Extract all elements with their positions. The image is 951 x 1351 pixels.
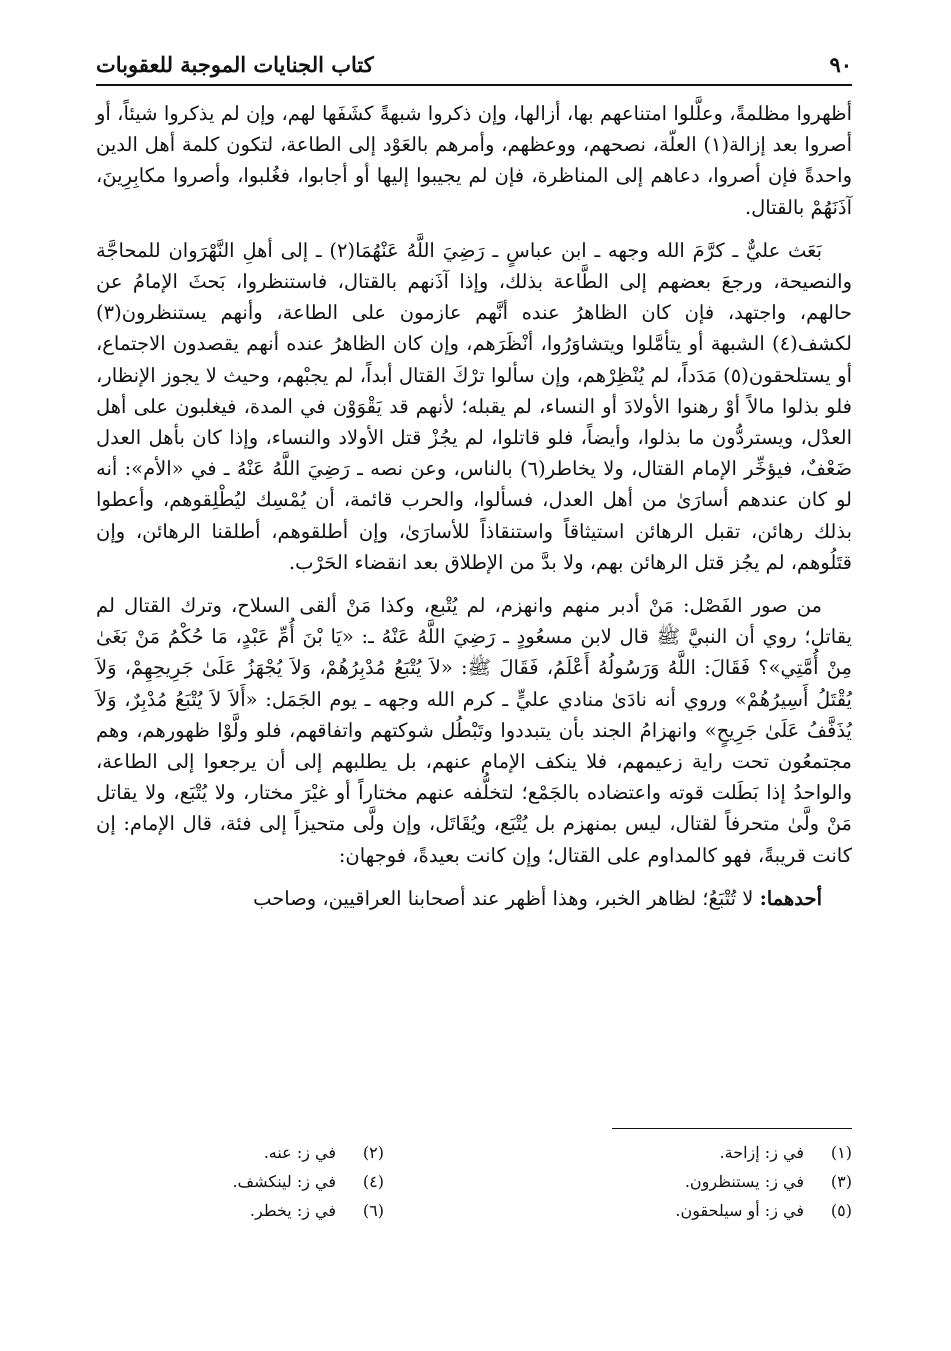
paragraph-text: لا تُتْبَعُ؛ لظاهر الخبر، وهذا أظهر عند أصحابنا العراقيين، وصاحب: [253, 886, 760, 910]
footnote-number: (٦): [362, 1201, 384, 1220]
footnote: [474, 1143, 852, 1162]
footnote: [96, 1172, 474, 1191]
page-number: ٩٠: [829, 52, 852, 77]
paragraph-text: أظهروا مظلمةً، وعلَّلوا امتناعهم بها، أزالها، وإن ذكروا شبهةً كشَفَها لهم، وإن لم يذكروا شيئاً، أو أصروا بعد إزالة(١) العلّة، نصحهم، ووعظهم، وأمرهم بالعَوْد إلى الطاعة، لتكون كلمة أهل الدين واحدةً فإن أصروا، دعاهم إلى المناظرة، فإن لم يجيبوا إليها أو أجابوا، فغُلبوا، وأصروا مكابِرِينَ، آذَنَهُمْ بالقتال.: [96, 102, 853, 219]
footnote: [96, 1143, 474, 1162]
footnote-text: في ز: يستنظرون.: [684, 1172, 804, 1191]
paragraph-text: من صور الفَصْل: مَنْ أدبر منهم وانهزم، لم يُتْبع، وكذا مَنْ ألقى السلاح، وترك القتال لم يقاتل؛ روي أن النبيَّ ﷺ قال لابن مسعُودٍ ـ رَضِيَ اللَّهُ عَنْهُ ـ: «يَا بْنَ أُمِّ عَبْدٍ، مَا حُكْمُ مَنْ بَغَىٰ مِنْ أُمَّتِي»؟ فَقَالَ: اللَّهُ وَرَسُولُهُ أَعْلَمُ، فَقَالَ ﷺ: «لاَ يُتْبَعُ مُدْبِرُهُمْ، وَلاَ يُجْهَزُ عَلَىٰ جَرِيحِهِمْ، وَلاَ يُقْتَلُ أَسِيرُهُمْ» وروي أنه نادَىٰ منادي عليٍّ ـ كرم الله وجهه ـ يوم الجَمَل: «أَلاَ لاَ يُتْبَعُ مُدْبِرٌ، وَلاَ يُذَفَّفُ عَلَىٰ جَرِيحٍ» وانهزامُ الجند بأن يتبددوا وتَبْطُل شوكتهم واتفاقهم، فلو ولَّوْا ظهورهم، وهم مجتمعُون تحت راية زعيمهم، فلا ينكف الإمام عنهم، بل يطلبهم إلى أن يرجعوا إلى الطاعة، والواحدُ إذا بَطَلت قوته واعتضاده بالجَمْع؛ لتخلُّفه عنهم مختاراً أو غيْرَ مختار، ولا يُتْبَع، ولا يقاتل مَنْ ولَّىٰ متحرفاً لقتال، ليس بمنهزم بل يُتْبَع، ويُقَاتَل، وإن ولَّى متحيزاً إلى فئة، قال الإمام: إن كانت قريبةً، فهو كالمداوم على القتال؛ وإن كانت بعيدةً، فوجهان:: [96, 594, 852, 867]
paragraph-text: بَعَث عليٌّ ـ كرَّمَ الله وجهه ـ ابن عباسٍ ـ رَضِيَ اللَّهُ عَنْهُمَا(٢) ـ إلى أهلِ النَّهْرَوان للمحاجَّة والنصيحة، ورجعَ بعضهم إلى الطَّاعة بذلك، وإذا آذَنهم بالقتال، فاستنظروا، بَحثَ الإمامُ عن حالهم، واجتهد، فإن كان الظاهرُ عنده أنَّهم عازمون على الطاعة، وأنهم يستنظرون(٣) لكشف(٤) الشبهة أو يتأمَّلوا ويتشاوَرُوا، أنْظَرَهم، وإن كان الظاهرُ عنده أنهم يقصدون الاجتماع، أو يستلحقون(٥) مَدَداً، لم يُنْظِرْهم، وإن سألوا ترْكَ القتال أبداً، لم يجبْهم، وحيث لا يجوز الإنظار، فلو بذلوا مالاً أوْ رهنوا الأولادَ أو النساء، لم يقبله؛ لأنهم قد يَقْوَوْن في المدة، فيغلبون على أهل العدْل، ويستردُّون ما بذلوا، وأيضاً، فلو قاتلوا، لم يجُزْ قتل الأولاد والنساء، وإذا كان بأهل العدل ضَعْفٌ، فيؤخِّر الإمام القتال، ولا يخاطر(٦) بالناس، وعن نصه ـ رَضِيَ اللَّهُ عَنْهُ ـ في «الأم»: أنه لو كان عندهم أسارَىٰ من أهل العدل، فسألوا، والحرب قائمة، أن يُمْسِك ليُطْلِقوهم، وأعطوا بذلك رهائن، تقبل الرهائن استيثاقاً واستنقاذاً للأسارَىٰ، وإن أطلقوهم، أطلقنا الرهائن، وإن قتَلُوهم، لم يجُز قتل الرهائن بهم، ولا بدَّ من الإطلاق بعد انقضاء الحَرْب.: [96, 238, 853, 574]
paragraph: [96, 590, 852, 871]
footnotes: [96, 1128, 852, 1220]
footnote-number: (١): [830, 1143, 852, 1162]
footnote: [474, 1172, 852, 1191]
footnote-text: في ز: عنه.: [263, 1143, 336, 1162]
paragraph-lead: أحدهما:: [759, 886, 822, 910]
footnote: [96, 1201, 474, 1220]
paragraph: [96, 235, 852, 578]
footnote-text: في ز: يخطر.: [249, 1201, 336, 1220]
page-header: [96, 40, 852, 86]
footnote-number: (٢): [362, 1143, 384, 1162]
book-page: [96, 40, 852, 1320]
paragraph: [96, 98, 852, 223]
footnote-separator: [612, 1128, 852, 1129]
running-title: كتاب الجنايات الموجبة للعقوبات: [96, 52, 374, 77]
footnote-text: في ز: أو سيلحقون.: [675, 1201, 804, 1220]
footnote: [474, 1201, 852, 1220]
footnote-text: في ز: إزاحة.: [719, 1143, 804, 1162]
paragraph: [96, 883, 852, 914]
footnote-text: في ز: لينكشف.: [232, 1172, 336, 1191]
footnote-number: (٥): [830, 1201, 852, 1220]
main-text: [96, 98, 852, 914]
footnote-number: (٤): [362, 1172, 384, 1191]
footnote-number: (٣): [830, 1172, 852, 1191]
footnote-list: [96, 1143, 852, 1220]
